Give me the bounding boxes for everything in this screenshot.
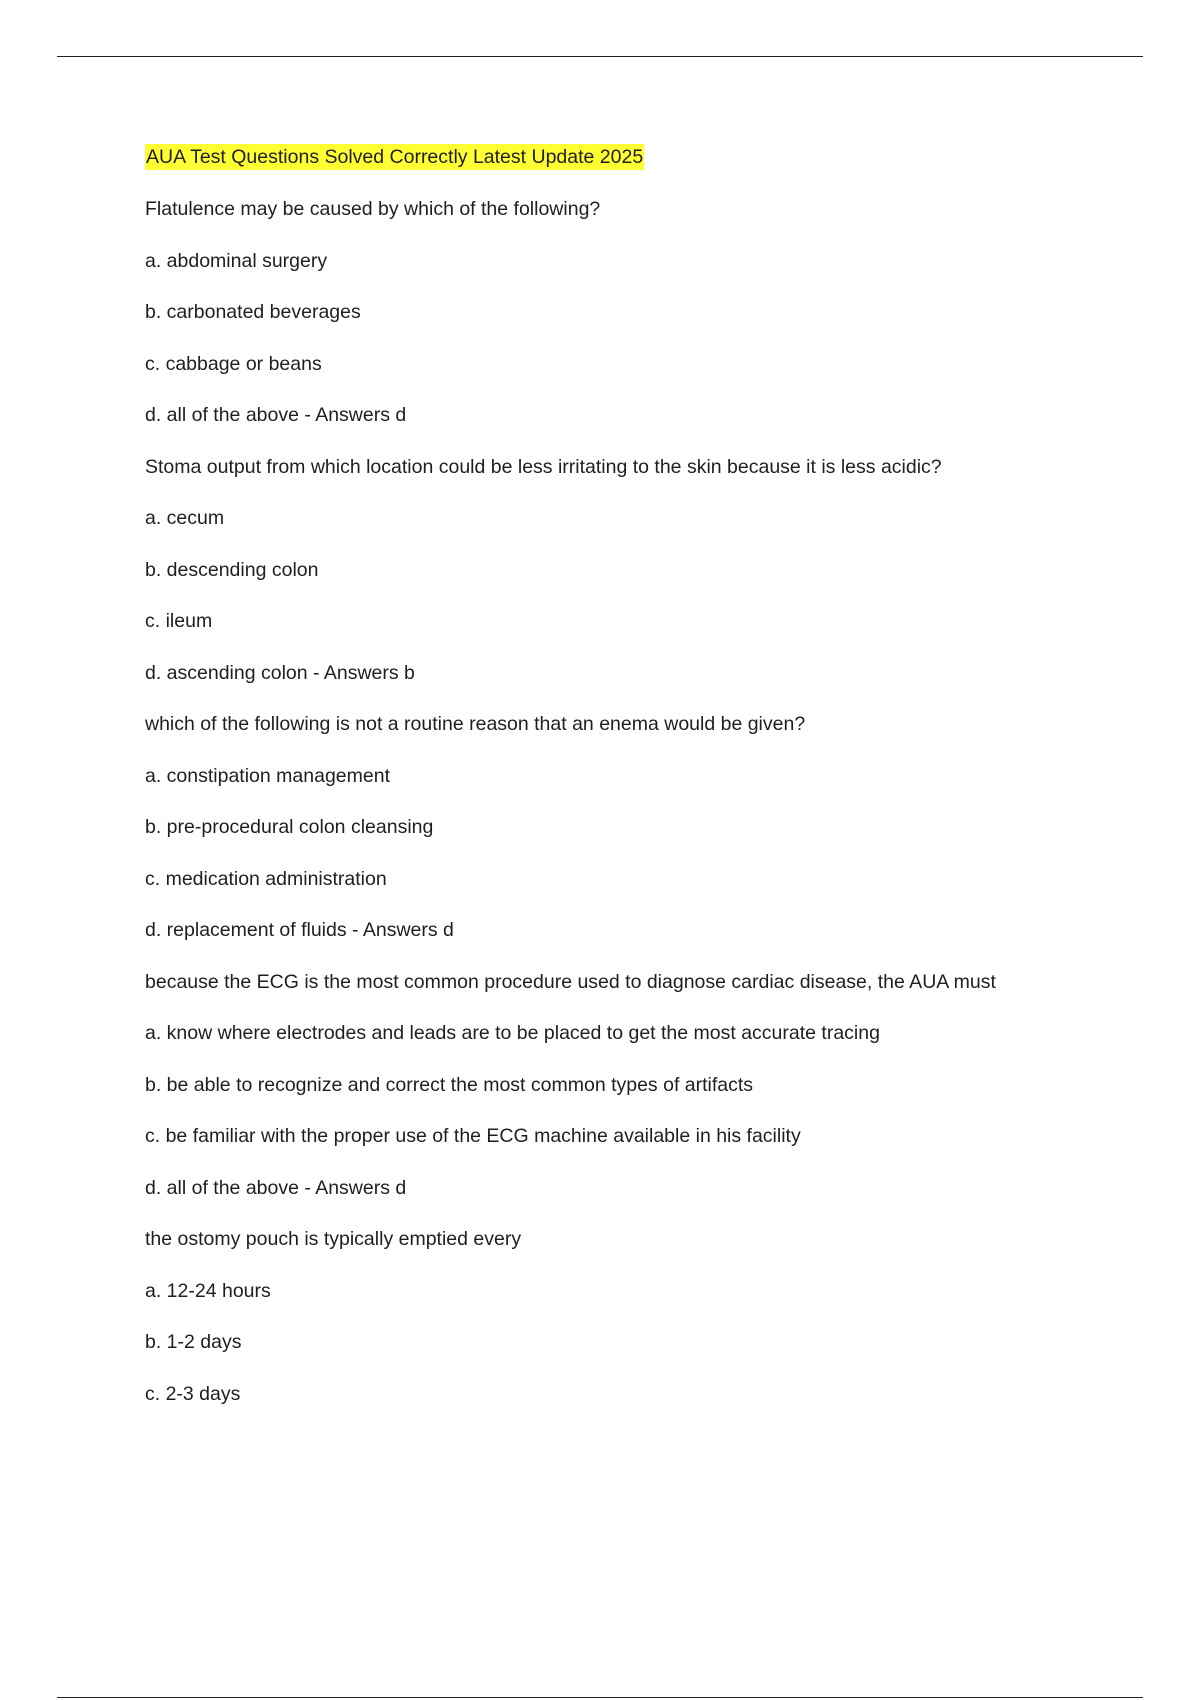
footer-rule — [57, 1697, 1143, 1698]
question-5: the ostomy pouch is typically emptied every — [145, 1228, 522, 1250]
document-body — [145, 144, 1145, 1432]
question-3-option-d-answer: d. replacement of fluids - Answers d — [145, 919, 454, 941]
question-3: which of the following is not a routine reason that an enema would be given? — [145, 713, 806, 735]
question-1-option-b: b. carbonated beverages — [145, 301, 361, 323]
question-2: Stoma output from which location could be less irritating to the skin because it is less acidic? — [145, 455, 942, 478]
question-list — [145, 196, 1145, 1407]
question-4-option-c: c. be familiar with the proper use of the ECG machine available in his facility — [145, 1125, 801, 1147]
question-4-option-d-answer: d. all of the above - Answers d — [145, 1176, 407, 1199]
question-2-option-c: c. ileum — [145, 610, 213, 632]
question-3-option-c: c. medication administration — [145, 867, 387, 890]
question-1: Flatulence may be caused by which of the following? — [145, 198, 601, 220]
question-1-option-c: c. cabbage or beans — [145, 352, 322, 375]
header-rule — [57, 56, 1143, 57]
question-3-option-a: a. constipation management — [145, 764, 390, 787]
question-1-option-a: a. abdominal surgery — [145, 249, 328, 272]
document-title: AUA Test Questions Solved Correctly Latest Update 2025 — [146, 146, 644, 168]
question-4: because the ECG is the most common procedure used to diagnose cardiac disease, the AUA must — [145, 970, 996, 993]
question-4-option-b: b. be able to recognize and correct the most common types of artifacts — [145, 1073, 754, 1096]
question-2-option-a: a. cecum — [145, 507, 225, 529]
question-2-option-b: b. descending colon — [145, 558, 319, 581]
question-5-option-a: a. 12-24 hours — [145, 1279, 271, 1302]
question-5-option-c: c. 2-3 days — [145, 1382, 241, 1405]
question-5-option-b: b. 1-2 days — [145, 1331, 242, 1353]
question-4-option-a: a. know where electrodes and leads are to be placed to get the most accurate tracing — [145, 1022, 880, 1044]
question-2-option-d-answer: d. ascending colon - Answers b — [145, 661, 415, 684]
question-1-option-d-answer: d. all of the above - Answers d — [145, 404, 407, 426]
question-3-option-b: b. pre-procedural colon cleansing — [145, 816, 434, 838]
